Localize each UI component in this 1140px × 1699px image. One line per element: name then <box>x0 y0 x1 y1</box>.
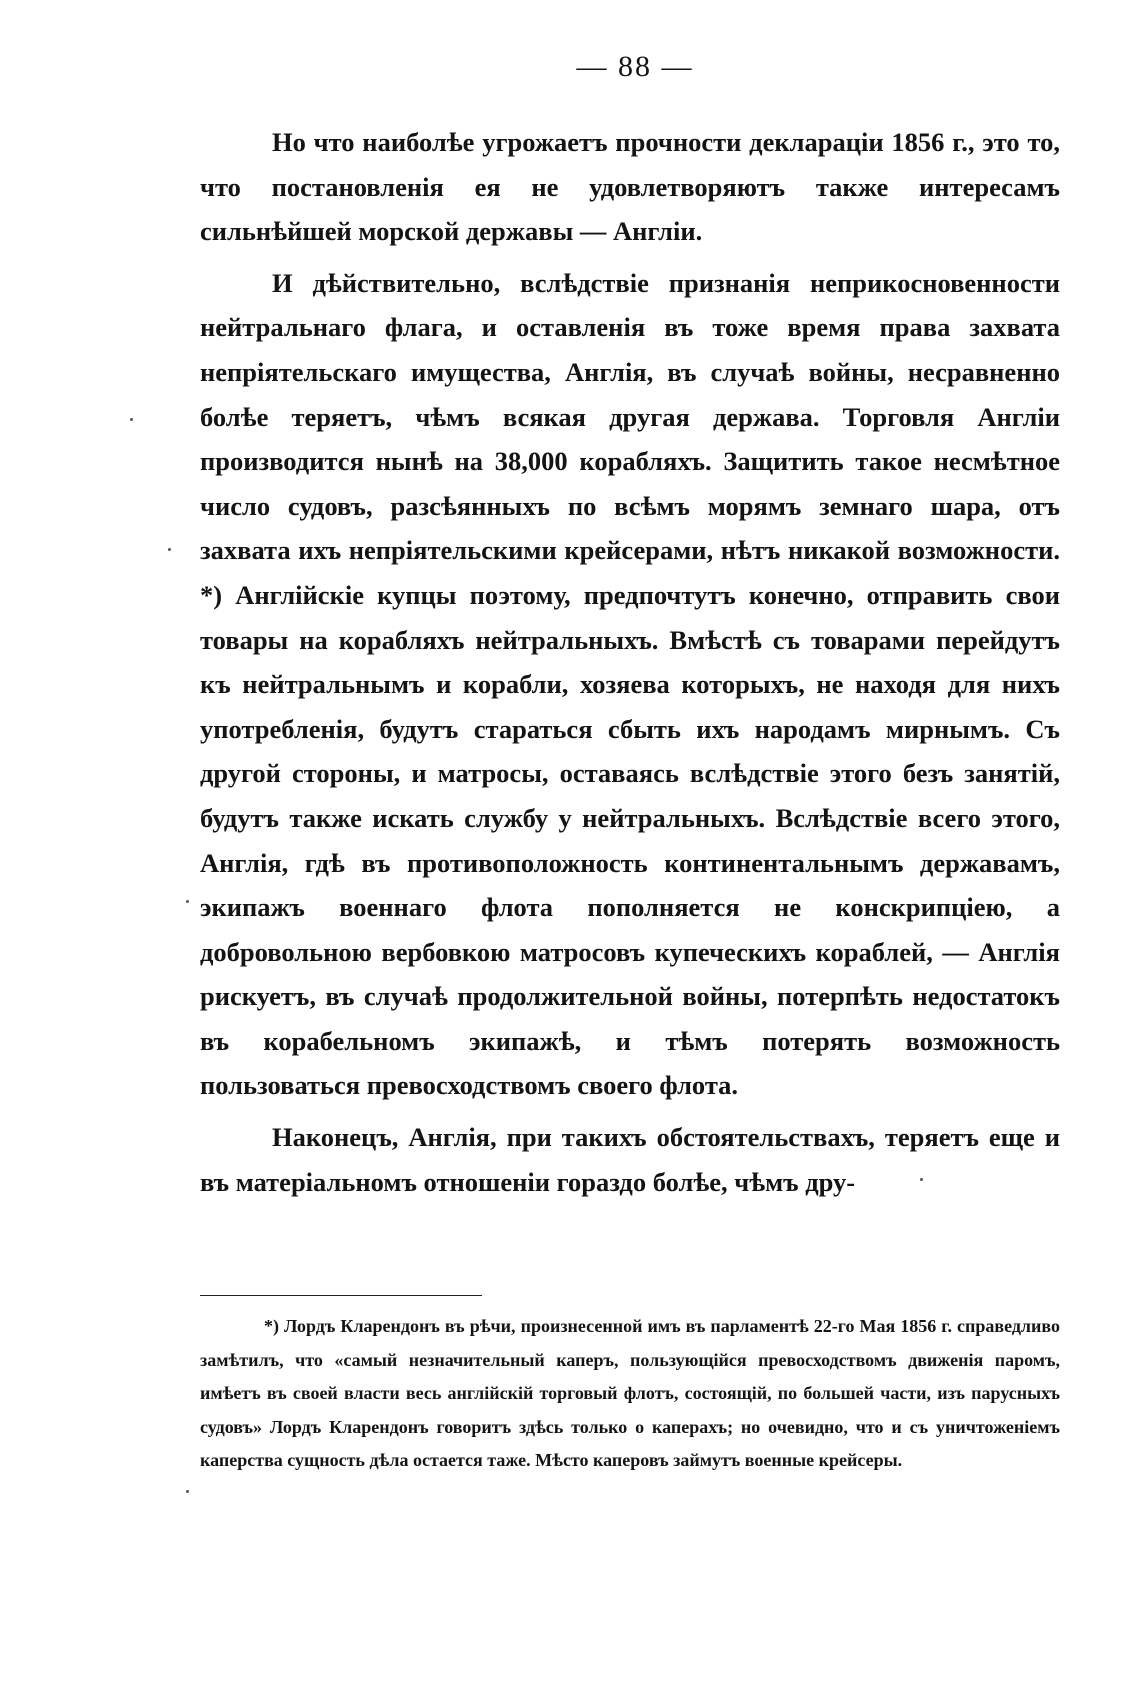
scan-speck <box>920 1178 923 1181</box>
page-number: — 88 — <box>576 50 694 83</box>
footnote: *) Лордъ Кларендонъ въ рѣчи, произнесенной имъ въ парламентѣ 22-го Мая 1856 г. справедливо замѣтилъ, что «самый незначительный каперъ, пользующiйся превосходствомъ движенiя паромъ, имѣетъ въ своей власти весь англiйскiй торговый флотъ, состоящiй, по большей части, изъ парусныхъ судовъ» Лордъ Кларендонъ говоритъ здѣсь только о каперахъ; но очевидно, что и съ уничтоженiемъ каперства сущность дѣла остается таже. Мѣсто каперовъ займутъ военные крейсеры. <box>200 1316 1060 1470</box>
scan-speck <box>130 418 133 421</box>
paragraph-1: Но что наиболѣе угрожаетъ прочности декларацiи 1856 г., это то, что постановленiя ея не удовлетворяютъ также интересамъ сильнѣйшей морской державы — Англiи. <box>200 127 1060 247</box>
paragraph-2: И дѣйствительно, вслѣдствiе признанiя неприкосновенности нейтральнаго флага, и оставленiя въ тоже время права захвата непрiятельскаго имущества, Англiя, въ случаѣ войны, несравненно болѣе теряетъ, чѣмъ всякая другая держава. Торговля Англiи производится нынѣ на 38,000 корабляхъ. Защитить такое несмѣтное число судовъ, разсѣянныхъ по всѣмъ морямъ земнаго шара, отъ захвата ихъ непрiятельскими крейсерами, нѣтъ никакой возможности. *) Англiйскiе купцы поэтому, предпочтутъ конечно, отправить свои товары на корабляхъ нейтральныхъ. Вмѣстѣ съ товарами перейдутъ къ нейтральнымъ и корабли, хозяева которыхъ, не находя для нихъ употребленiя, будутъ стараться сбыть ихъ народамъ мирнымъ. Съ другой стороны, и матросы, оставаясь вслѣдствiе этого безъ занятiй, будутъ также искать службу у нейтральныхъ. Вслѣдствiе всего этого, Англiя, гдѣ въ противоположность континентальнымъ державамъ, экипажъ военнаго флота пополняется не конскрипцiею, а добровольною вербовкою матросовъ купеческихъ кораблей, — Англiя рискуетъ, въ случаѣ продолжительной войны, потерпѣть недостатокъ въ корабельномъ экипажѣ, и тѣмъ потерять возможность пользоваться превосходствомъ своего флота. <box>200 267 1060 1101</box>
footnote-divider <box>200 1295 482 1296</box>
scan-speck <box>186 1490 189 1493</box>
scan-speck <box>168 548 171 551</box>
main-text <box>200 120 1060 1204</box>
scan-speck <box>186 900 189 903</box>
paragraph-3: Наконецъ, Англiя, при такихъ обстоятельствахъ, теряетъ еще и въ матерiальномъ отношенiи гораздо болѣе, чѣмъ дру- <box>200 1122 1060 1197</box>
